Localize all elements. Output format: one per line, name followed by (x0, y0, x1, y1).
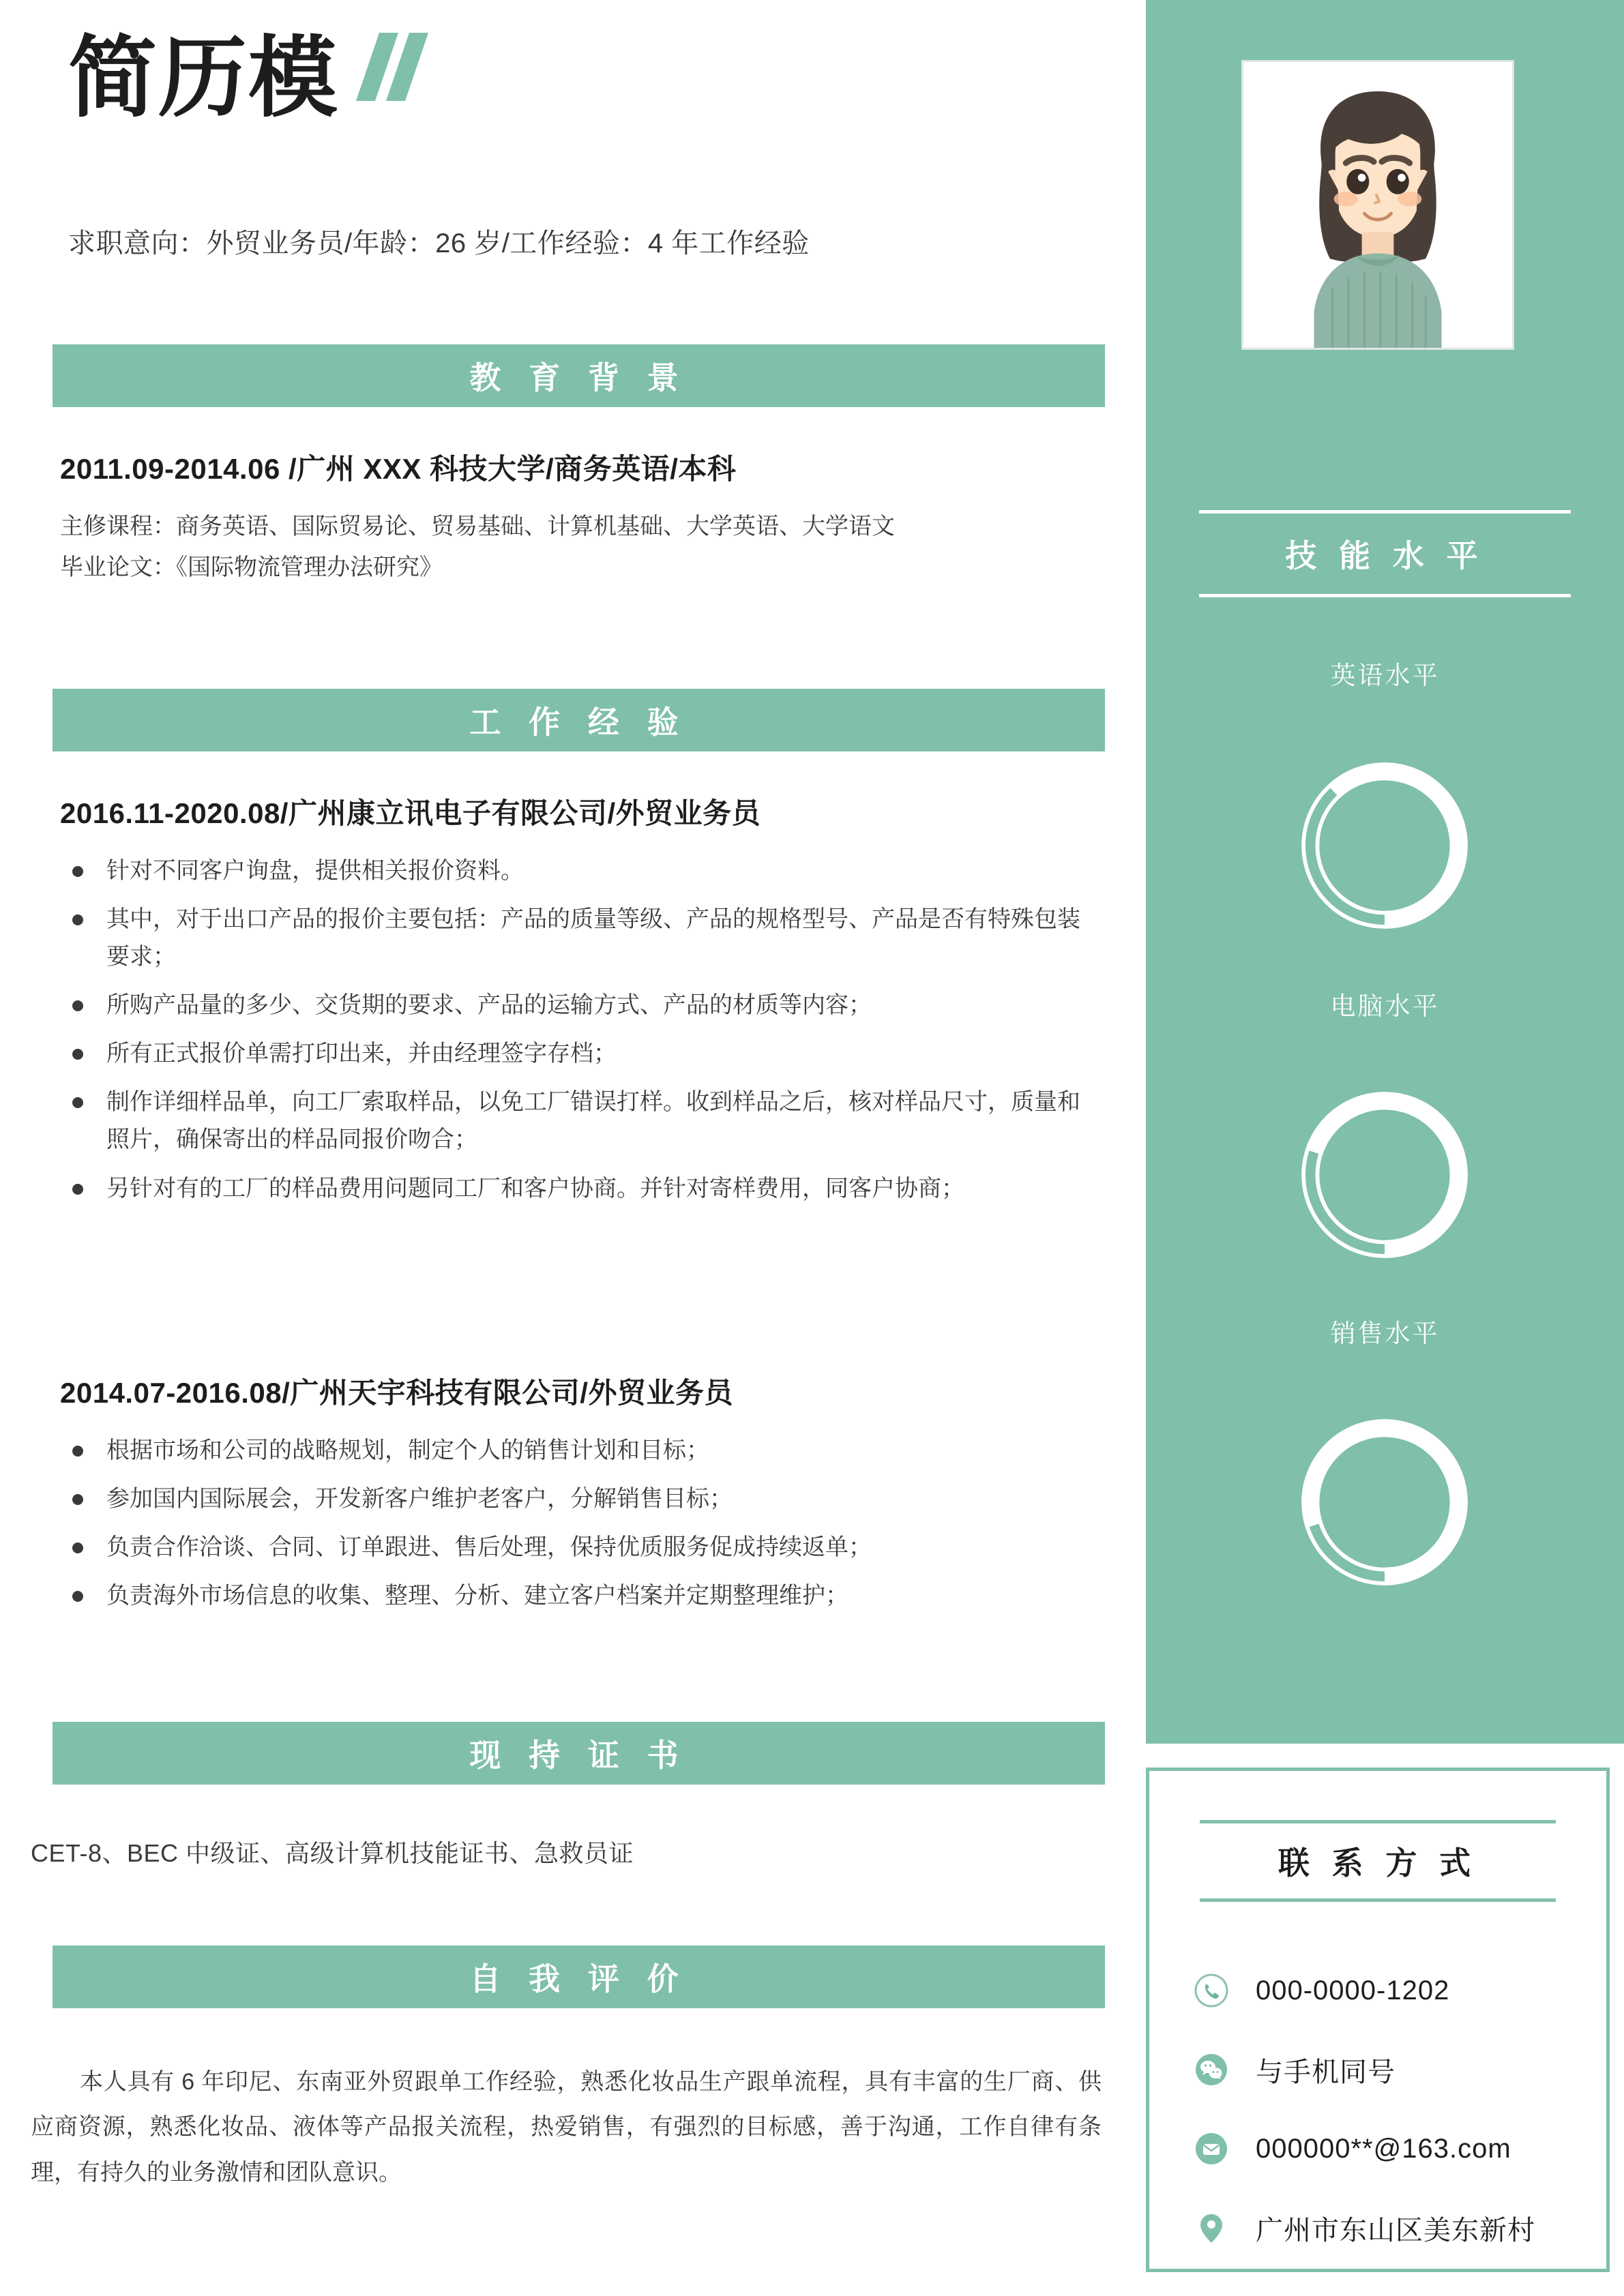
job-bullet: 负责海外市场信息的收集、整理、分析、建立客户档案并定期整理维护； (60, 1577, 1097, 1615)
quote-mark-icon (356, 33, 431, 104)
contact-heading: 联 系 方 式 (1200, 1820, 1556, 1902)
contact-value: 与手机同号 (1256, 2057, 1396, 2087)
job-bullet: 负责合作洽谈、合同、订单跟进、售后处理，保持优质服务促成持续返单； (60, 1529, 1097, 1566)
education-entry (60, 447, 1097, 588)
contact-value: 000-0000-1202 (1256, 1975, 1450, 2006)
job-bullet: 针对不同客户询盘，提供相关报价资料。 (60, 852, 1097, 890)
section-header-work: 工 作 经 验 (53, 689, 1105, 751)
wechat-icon (1189, 2052, 1234, 2087)
skills-heading: 技 能 水 平 (1199, 510, 1571, 597)
education-line-courses: 主修课程：商务英语、国际贸易论、贸易基础、计算机基础、大学英语、大学语文 (60, 513, 895, 539)
title-block (68, 27, 431, 130)
contact-value: 000000**@163.com (1256, 2133, 1511, 2164)
section-header-certificates: 现 持 证 书 (53, 1722, 1105, 1785)
section-header-self-evaluation: 自 我 评 价 (53, 1945, 1105, 2008)
avatar (1241, 60, 1514, 350)
contact-list (1189, 1951, 1606, 2267)
contact-row-email[interactable] (1189, 2109, 1606, 2188)
avatar-illustration (1243, 62, 1512, 348)
phone-icon (1189, 1973, 1234, 2008)
skill-label-computer: 电脑水平 (1330, 992, 1440, 1020)
certificates-content: CET-8、BEC 中级证、高级计算机技能证书、急救员证 (31, 1839, 634, 1867)
job-bullet: 参加国内国际展会，开发新客户维护老客户，分解销售目标； (60, 1480, 1097, 1518)
job-bullet: 根据市场和公司的战略规划，制定个人的销售计划和目标； (60, 1432, 1097, 1470)
job-bullet: 制作详细样品单，向工厂索取样品，以免工厂错误打样。收到样品之后，核对样品尺寸，质量和照片，确保寄出的样品同报价吻合； (60, 1084, 1097, 1159)
job-bullet: 所购产品量的多少、交货期的要求、产品的运输方式、产品的材质等内容； (60, 987, 1097, 1024)
job-title: 2014.07-2016.08/广州天宇科技有限公司/外贸业务员 (60, 1377, 733, 1409)
job-bullets (60, 852, 1097, 1208)
job-bullet: 所有正式报价单需打印出来，并由经理签字存档； (60, 1035, 1097, 1073)
subtitle: 求职意向：外贸业务员/年龄：26 岁/工作经验：4 年工作经验 (68, 228, 810, 258)
contact-box (1146, 1768, 1610, 2272)
job-bullets (60, 1432, 1097, 1615)
skill-ring-english (1286, 747, 1483, 944)
education-line-thesis: 毕业论文：《国际物流管理办法研究》 (60, 554, 443, 580)
location-icon (1189, 2210, 1234, 2246)
job-bullet: 另针对有的工厂的样品费用问题同工厂和客户协商。并针对寄样费用，同客户协商； (60, 1170, 1097, 1208)
skill-ring-sales (1286, 1403, 1483, 1601)
contact-value: 广州市东山区美东新村 (1256, 2215, 1535, 2246)
skill-ring-computer (1286, 1076, 1483, 1274)
work-job-1 (60, 791, 1097, 1219)
contact-row-phone[interactable] (1189, 1951, 1606, 2030)
job-title: 2016.11-2020.08/广州康立讯电子有限公司/外贸业务员 (60, 797, 761, 829)
page-title: 简历模 (68, 28, 339, 128)
education-entry-title: 2011.09-2014.06 /广州 XXX 科技大学/商务英语/本科 (60, 453, 737, 485)
skill-label-sales: 销售水平 (1330, 1320, 1440, 1347)
email-icon (1189, 2131, 1234, 2166)
section-header-education: 教 育 背 景 (53, 344, 1105, 407)
self-evaluation-content: 本人具有 6 年印尼、东南亚外贸跟单工作经验，熟悉化妆品生产跟单流程，具有丰富的生厂商、供应商资源，熟悉化妆品、液体等产品报关流程，热爱销售，有强烈的目标感，善于沟通，工作自律有条理，有持久的业务激情和团队意识。 (31, 2069, 1102, 2186)
contact-row-location[interactable] (1189, 2188, 1606, 2267)
job-bullet: 其中，对于出口产品的报价主要包括：产品的质量等级、产品的规格型号、产品是否有特殊包装要求； (60, 901, 1097, 976)
contact-row-wechat[interactable] (1189, 2030, 1606, 2109)
skill-label-english: 英语水平 (1330, 661, 1440, 689)
work-job-2 (60, 1371, 1097, 1626)
